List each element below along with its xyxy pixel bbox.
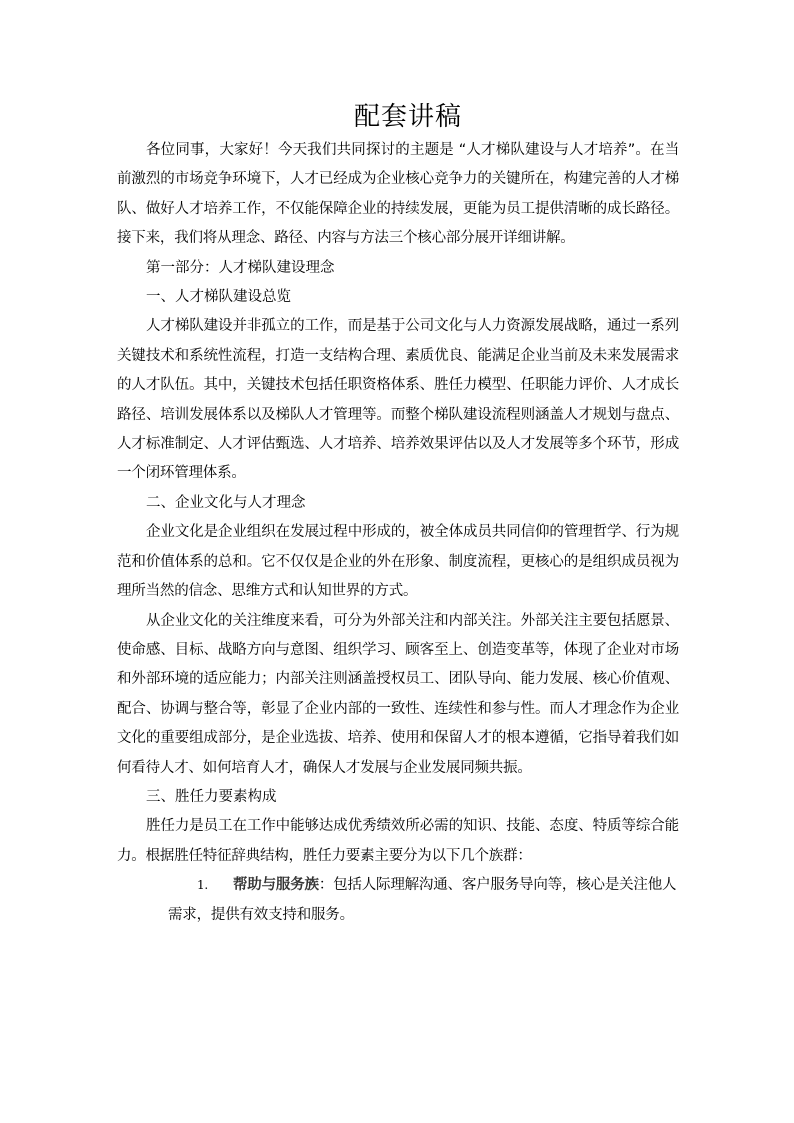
document-page	[117, 100, 679, 930]
list-item-separator: ：	[318, 877, 334, 894]
list-item-term: 帮助与服务族	[233, 877, 319, 894]
subsection-heading-culture: 二、企业文化与人才理念	[146, 494, 306, 511]
document-title: 配套讲稿	[353, 102, 462, 132]
list-item	[117, 871, 679, 930]
culture-paragraph-2: 从企业文化的关注维度来看，可分为外部关注和内部关注。外部关注主要包括愿景、使命感、目标、战略方向与意图、组织学习、顾客至上、创造变革等，体现了企业对市场和外部环境的适应能力；内部关注则涵盖授权员工、团队导向、能力发展、核心价值观、配合、协调与整合等，彰显了企业内部的一致性、连续性和参与性。而人才理念作为企业文化的重要组成部分，是企业选拔、培养、使用和保留人才的根本遵循，它指导着我们如何看待人才、如何培育人才，确保人才发展与企业发展同频共振。	[117, 612, 679, 776]
subsection-heading-overview: 一、人才梯队建设总览	[146, 289, 291, 306]
list-item-number: 1.	[197, 878, 209, 893]
culture-paragraph-1: 企业文化是企业组织在发展过程中形成的，被全体成员共同信仰的管理哲学、行为规范和价值体系的总和。它不仅仅是企业的外在形象、制度流程，更核心的是组织成员视为理所当然的信念、思维方式和认知世界的方式。	[117, 524, 679, 600]
intro-paragraph: 各位同事，大家好！今天我们共同探讨的主题是 “人才梯队建设与人才培养”。在当前激烈的市场竞争环境下，人才已经成为企业核心竞争力的关键所在，构建完善的人才梯队、做好人才培养工作，不仅能保障企业的持续发展，更能为员工提供清晰的成长路径。接下来，我们将从理念、路径、内容与方法三个核心部分展开详细讲解。	[117, 142, 679, 247]
section-heading-part-one: 第一部分：人才梯队建设理念	[146, 259, 335, 276]
competency-paragraph: 胜任力是员工在工作中能够达成优秀绩效所必需的知识、技能、态度、特质等综合能力。根据胜任特征辞典结构，胜任力要素主要分为以下几个族群：	[117, 818, 679, 864]
subsection-heading-competency: 三、胜任力要素构成	[146, 788, 277, 805]
overview-paragraph: 人才梯队建设并非孤立的工作，而是基于公司文化与人力资源发展战略，通过一系列关键技术和系统性流程，打造一支结构合理、素质优良、能满足企业当前及未来发展需求的人才队伍。其中，关键技术包括任职资格体系、胜任力模型、任职能力评价、人才成长路径、培训发展体系以及梯队人才管理等。而整个梯队建设流程则涵盖人才规划与盘点、人才标准制定、人才评估甄选、人才培养、培养效果评估以及人才发展等多个环节，形成一个闭环管理体系。	[117, 318, 679, 482]
list-item-text: 包括人际理解沟通、客户服务导向等，核心是关注他人需求，提供有效支持和服务。	[168, 877, 677, 923]
